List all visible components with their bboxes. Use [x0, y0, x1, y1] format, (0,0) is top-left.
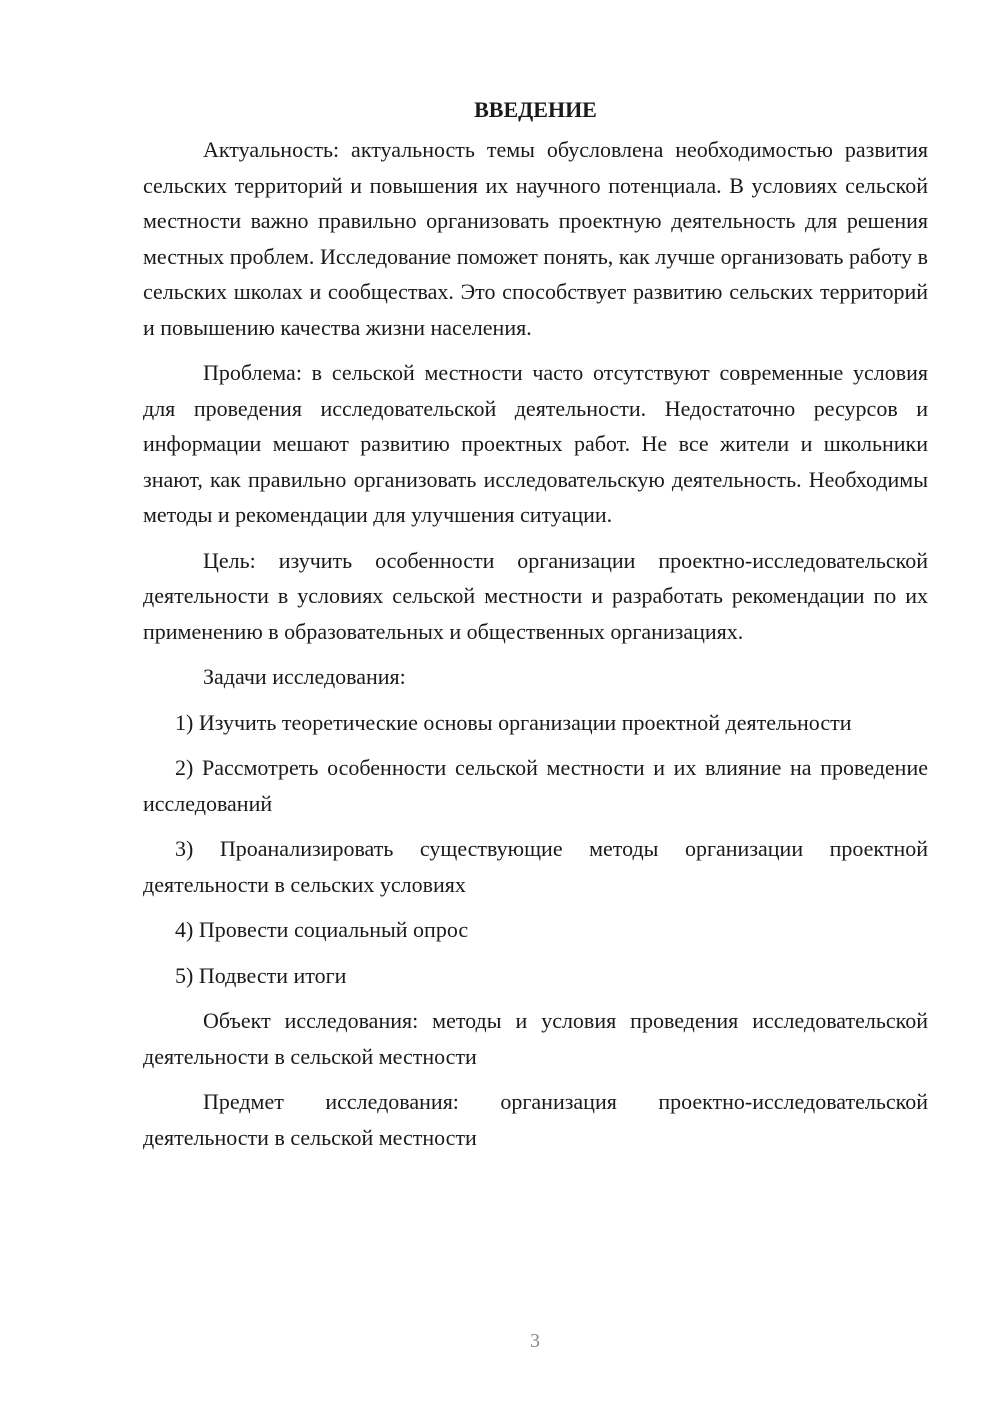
task-item-2: 2) Рассмотреть особенности сельской местности и их влияние на проведение исследований [143, 755, 928, 816]
relevance-paragraph: Актуальность: актуальность темы обусловлена необходимостью развития сельских территорий и повышения их научного потенциала. В условиях сельской местности важно правильно организовать проектную деятельность для решения местных проблем. Исследование поможет понять, как лучше организовать работу в сельских школах и сообществах. Это способствует развитию сельских территорий и повышению качества жизни населения. [143, 137, 928, 340]
object-paragraph: Объект исследования: методы и условия проведения исследовательской деятельности в сельской местности [143, 1008, 928, 1069]
tasks-heading: Задачи исследования: [203, 664, 406, 689]
section-title: ВВЕДЕНИЕ [474, 97, 597, 122]
page-number: 3 [530, 1330, 540, 1352]
goal-paragraph: Цель: изучить особенности организации проектно-исследовательской деятельности в условиях сельской местности и разработать рекомендации по их применению в образовательных и общественных организациях. [143, 547, 928, 644]
problem-paragraph: Проблема: в сельской местности часто отсутствуют современные условия для проведения исследовательской деятельности. Недостаточно ресурсов и информации мешают развитию проектных работ. Не все жители и школьники знают, как правильно организовать исследовательскую деятельность. Необходимы методы и рекомендации для улучшения ситуации. [143, 360, 928, 527]
task-item-4: 4) Провести социальный опрос [175, 917, 469, 942]
subject-paragraph: Предмет исследования: организация проектно-исследовательской деятельности в сельской местности [143, 1089, 928, 1150]
task-item-5: 5) Подвести итоги [175, 962, 347, 988]
task-item-1: 1) Изучить теоретические основы организации проектной деятельности [175, 709, 852, 735]
document-page [143, 90, 928, 1165]
task-item-3: 3) Проанализировать существующие методы организации проектной деятельности в сельских условиях [143, 836, 928, 897]
